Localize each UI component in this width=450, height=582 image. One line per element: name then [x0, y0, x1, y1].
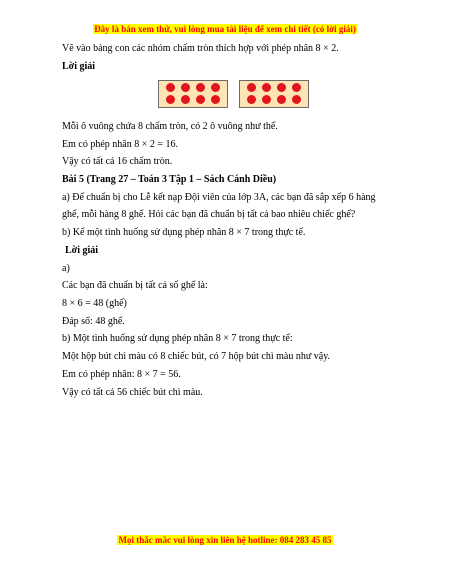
dot — [247, 83, 256, 92]
dot — [166, 83, 175, 92]
dot — [277, 83, 286, 92]
dot-box-2 — [239, 80, 309, 108]
preview-banner — [0, 24, 450, 34]
answer-a-final: Đáp số: 48 ghế. — [62, 316, 125, 327]
question-b: b) Kể một tình huống sử dụng phép nhân 8 × 7 trong thực tế. — [62, 227, 306, 238]
dot — [181, 83, 190, 92]
dot — [277, 95, 286, 104]
dot — [181, 95, 190, 104]
question-a-line-1: a) Để chuẩn bị cho Lễ kết nạp Đội viên của lớp 3A, các bạn đã sắp xếp 6 hàng — [62, 192, 376, 203]
answer-a-equation: 8 × 6 = 48 (ghế) — [62, 298, 127, 309]
dot — [166, 95, 175, 104]
dot — [292, 83, 301, 92]
hotline-banner-text: Mọi thắc mắc vui lòng xin liên hệ hotline: 084 283 45 85 — [118, 535, 332, 545]
answer-b-situation: Một hộp bút chì màu có 8 chiếc bút, có 7 hộp bút chì màu như vậy. — [62, 351, 331, 362]
dot — [196, 83, 205, 92]
solution-heading: Lời giải — [62, 61, 96, 72]
dot — [211, 83, 220, 92]
explanation-line: Mỗi ô vuông chứa 8 chấm tròn, có 2 ô vuông như thế. — [62, 121, 278, 132]
answer-b-equation: Em có phép nhân: 8 × 7 = 56. — [62, 369, 181, 380]
dot — [247, 95, 256, 104]
exercise-prompt: Vẽ vào bảng con các nhóm chấm tròn thích hợp với phép nhân 8 × 2. — [62, 43, 339, 54]
answer-a-line-1: Các bạn đã chuẩn bị tất cả số ghế là: — [62, 280, 208, 291]
dot — [262, 83, 271, 92]
exercise-5-title: Bài 5 (Trang 27 – Toán 3 Tập 1 – Sách Cánh Diều) — [62, 174, 277, 185]
dot — [292, 95, 301, 104]
question-a-line-2: ghế, mỗi hàng 8 ghế. Hỏi các bạn đã chuẩn bị tất cả bao nhiêu chiếc ghế? — [62, 209, 356, 220]
hotline-banner — [0, 535, 450, 545]
result-line: Vậy có tất cả 16 chấm tròn. — [62, 156, 173, 167]
dot-box-1 — [158, 80, 228, 108]
dot — [211, 95, 220, 104]
answer-b-final: Vậy có tất cả 56 chiếc bút chì màu. — [62, 387, 203, 398]
solution-heading-2: Lời giải — [65, 245, 99, 256]
dot — [262, 95, 271, 104]
dot — [196, 95, 205, 104]
answer-b-intro: b) Một tình huống sử dụng phép nhân 8 × 7 trong thực tế: — [62, 333, 293, 344]
multiplication-line: Em có phép nhân 8 × 2 = 16. — [62, 139, 178, 150]
part-a-label: a) — [62, 263, 70, 274]
preview-banner-text: Đây là bản xem thử, vui lòng mua tài liệu để xem chi tiết (có lời giải) — [94, 24, 356, 34]
